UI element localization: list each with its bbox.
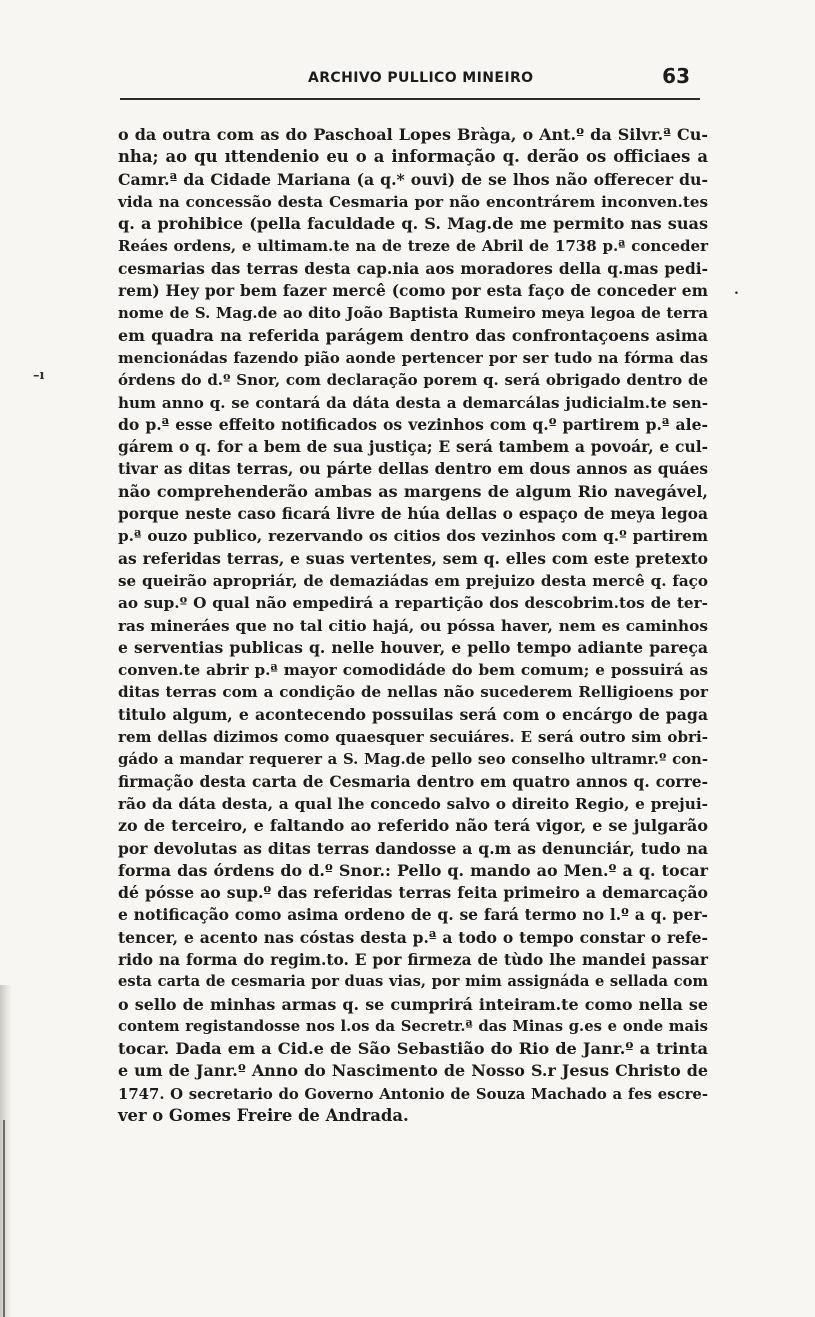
text-line: rem) Hey por bem fazer mercê (como por esta faço de conceder em (118, 281, 708, 301)
text-line: firmação desta carta de Cesmaria dentro em quatro annos q. corre- (118, 771, 708, 791)
text-line: nha; ao qu ıttendenio eu o a informação q. derão os officiaes a (118, 147, 708, 167)
right-margin-mark: . (734, 282, 739, 298)
text-line: vida na concessão desta Cesmaria por não encontrárem inconven.tes (118, 192, 708, 211)
page-header (118, 62, 700, 102)
text-line: nome de S. Mag.de ao dito João Baptista Rumeiro meya legoa de terra (118, 304, 708, 323)
text-line: e um de Janr.º Anno do Nascimento de Nosso S.r Jesus Christo de (118, 1061, 708, 1081)
text-line: 1747. O secretario do Governo Antonio de Souza Machado a fes escre- (118, 1084, 708, 1103)
text-line: do p.ª esse effeito notificados os vezinhos com q.º partirem p.ª ale- (118, 414, 708, 434)
text-line: e notificação como asima ordeno de q. se fará termo no l.º a q. per- (118, 905, 708, 925)
text-line: ao sup.º O qual não empedirá a repartição dos descobrim.tos de ter- (118, 594, 708, 613)
page-edge-line (3, 1120, 5, 1317)
text-line: p.ª ouzo publico, rezervando os citios dos vezinhos com q.º partirem (118, 527, 708, 546)
left-margin-mark: –ı (33, 368, 45, 383)
text-line: rido na forma do regim.to. E por firmeza de tùdo lhe mandei passar (118, 950, 708, 969)
text-line: forma das órdens do d.º Snor.: Pello q. mando ao Men.º a q. tocar (118, 860, 708, 880)
body-text (118, 124, 708, 1127)
text-line: Camr.ª da Cidade Mariana (a q.* ouvi) de se lhos não offerecer du- (118, 169, 708, 189)
text-line: ver o Gomes Freire de Andrada. (118, 1106, 409, 1126)
text-line: esta carta de cesmaria por duas vias, por mim assignáda e sellada com (118, 973, 708, 991)
running-title: ARCHIVO PULLICO MINEIRO (308, 70, 534, 86)
text-line: tencer, e acento nas cóstas desta p.ª a todo o tempo constar o refe- (118, 927, 708, 947)
page-edge-shadow (0, 985, 12, 1317)
text-line: zo de terceiro, e faltando ao referido não terá vigor, e se julgarão (118, 816, 708, 836)
text-line: por devolutas as ditas terras dandosse a q.m as denunciár, tudo na (118, 838, 708, 858)
text-line: em quadra na referida parágem dentro das confrontaçoens asima (118, 325, 708, 345)
text-line: ditas terras com a condição de nellas não sucederem Relligioens por (118, 683, 708, 702)
text-line: porque neste caso ficará livre de húa dellas o espaço de meya legoa (118, 504, 708, 524)
text-line: hum anno q. se contará da dáta desta a demarcálas judicialm.te sen- (118, 393, 708, 412)
text-line: as referidas terras, e suas vertentes, sem q. elles com este pretexto (118, 548, 708, 568)
text-line: mencionádas fazendo pião aonde pertencer por ser tudo na fórma das (118, 348, 708, 367)
text-line: rão da dáta desta, a qual lhe concedo salvo o direito Regio, e prejui- (118, 794, 708, 813)
text-line: ras mineráes que no tal citio hajá, ou póssa haver, nem es caminhos (118, 616, 708, 635)
text-line: não comprehenderão ambas as margens de algum Rio navegável, (118, 481, 708, 501)
text-line: conven.te abrir p.ª mayor comodidáde do bem comum; e possuirá as (118, 661, 708, 680)
text-line: dé pósse ao sup.º das referidas terras feita primeiro a demarcação (118, 883, 708, 903)
text-line: o da outra com as do Paschoal Lopes Bràga, o Ant.º da Silvr.ª Cu- (118, 125, 708, 144)
page-number: 63 (662, 64, 690, 88)
header-rule (120, 98, 700, 100)
text-line: cesmarias das terras desta cap.nia aos moradores della q.mas pedi- (118, 259, 708, 278)
text-line: tivar as ditas terras, ou párte dellas dentro em dous annos as quáes (118, 460, 708, 479)
text-line: gádo a mandar requerer a S. Mag.de pello seo conselho ultramr.º con- (118, 750, 708, 769)
text-line: e serventias publicas q. nelle houver, e pello tempo adiante pareça (118, 637, 708, 657)
text-line: órdens do d.º Snor, com declaração porem q. será obrigado dentro de (118, 371, 708, 390)
text-line: contem registandosse nos l.os da Secretr.ª das Minas g.es e onde mais (118, 1017, 708, 1035)
text-line: tocar. Dada em a Cid.e de São Sebastião do Rio de Janr.º a trinta (118, 1039, 708, 1059)
text-line: titulo algum, e acontecendo possuilas será com o encárgo de paga (118, 704, 708, 724)
text-line: se queirão apropriár, de demaziádas em prejuizo desta mercê q. faço (118, 571, 708, 590)
text-line: o sello de minhas armas q. se cumprirá inteiram.te como nella se (118, 994, 708, 1014)
text-line: gárem o q. for a bem de sua justiça; E será tambem a povoár, e cul- (118, 437, 708, 457)
text-line: Reáes ordens, e ultimam.te na de treze de Abril de 1738 p.ª conceder (118, 237, 708, 256)
text-line: q. a prohibice (pella faculdade q. S. Mag.de me permito nas suas (118, 214, 708, 234)
text-line: rem dellas dizimos como quaesquer secuiáres. E será outro sim obri- (118, 728, 708, 747)
